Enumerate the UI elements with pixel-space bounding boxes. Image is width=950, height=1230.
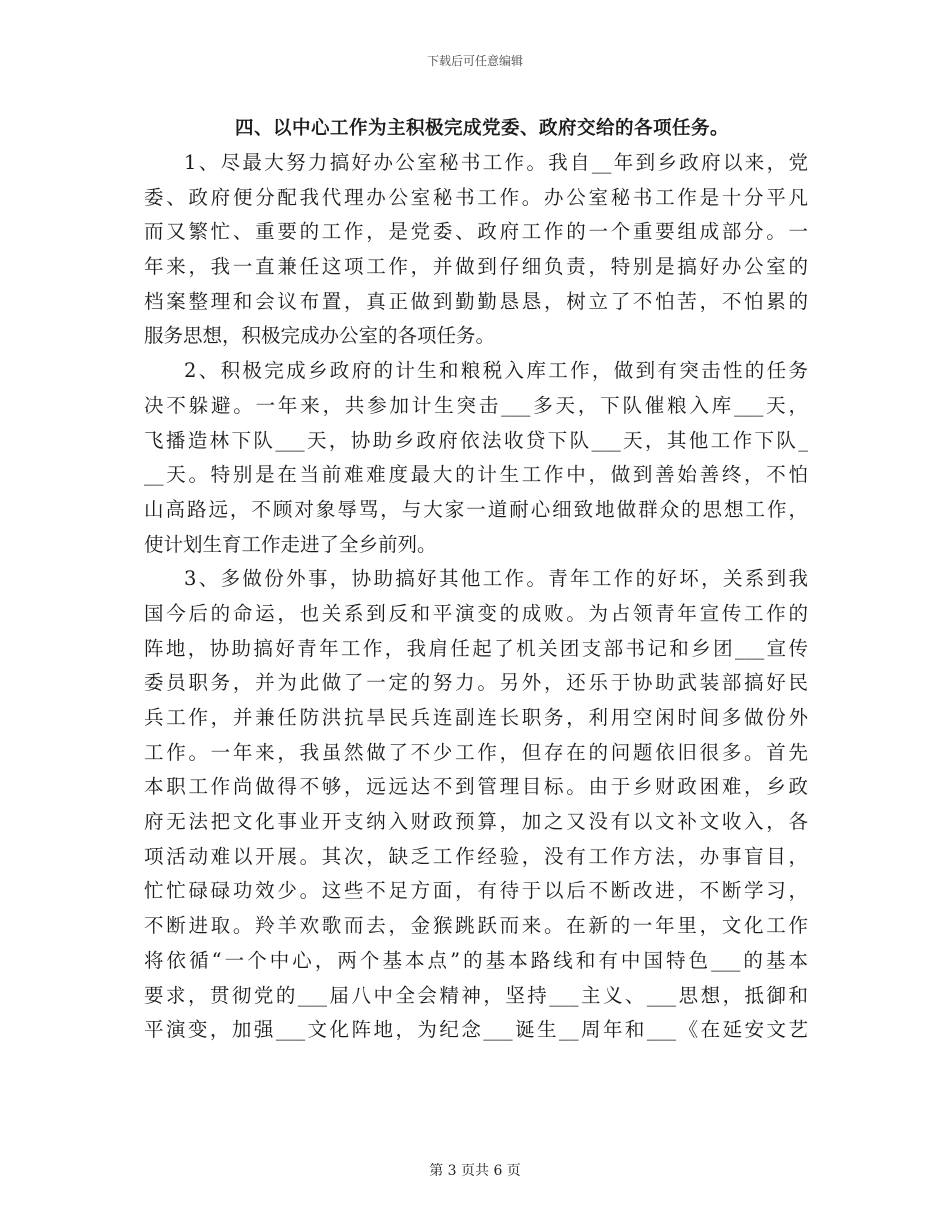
text-line: 档案整理和会议布置，真正做到勤勤恳恳，树立了不怕苦，不怕累的 — [144, 289, 808, 313]
text-line: 府无法把文化事业开支纳入财政预算，加之又没有以文补文收入，各 — [144, 810, 808, 834]
text-line: 要求，贯彻党的___届八中全会精神，坚持___主义、___思想，抵御和 — [144, 983, 808, 1007]
text-line: 忙忙碌碌功效少。这些不足方面，有待于以后不断改进，不断学习， — [144, 879, 808, 903]
text-line: 委员职务，并为此做了一定的努力。另外，还乐于协助武装部搞好民 — [144, 671, 808, 695]
text-line: __天。特别是在当前难难度最大的计生工作中，做到善始善终，不怕 — [144, 463, 808, 487]
text-line: 服务思想，积极完成办公室的各项任务。 — [144, 324, 496, 348]
text-line: 兵工作，并兼任防洪抗旱民兵连副连长职务，利用空闲时间多做份外 — [144, 706, 808, 729]
page-number: 第 3 页共 6 页 — [429, 1163, 521, 1179]
paragraph-2 — [144, 354, 808, 562]
section-heading: 四、以中心工作为主积极完成党委、政府交给的各项任务。 — [234, 118, 729, 139]
text-line: 1、尽最大努力搞好办公室秘书工作。我自__年到乡政府以来，党 — [184, 151, 808, 174]
text-line: 平演变，加强___文化阵地，为纪念___诞生__周年和___《在延安文艺 — [144, 1018, 808, 1042]
document-body — [144, 112, 808, 1048]
text-line: 2、积极完成乡政府的计生和粮税入库工作，做到有突击性的任务 — [184, 359, 808, 383]
text-line: 国今后的命运，也关系到反和平演变的成败。为占领青年宣传工作的 — [144, 601, 808, 625]
text-line: 山高路远，不顾对象辱骂，与大家一道耐心细致地做群众的思想工作， — [144, 497, 808, 521]
text-line: 委、政府便分配我代理办公室秘书工作。办公室秘书工作是十分平凡 — [144, 185, 808, 209]
text-line: 将依循“一个中心，两个基本点”的基本路线和有中国特色___的基本 — [144, 948, 808, 972]
text-line: 不断进取。羚羊欢歌而去，金猴跳跃而来。在新的一年里，文化工作 — [144, 914, 808, 938]
text-line: 工作。一年来，我虽然做了不少工作，但存在的问题依旧很多。首先 — [144, 740, 808, 764]
text-line: 飞播造林下队___天，协助乡政府依法收贷下队___天，其他工作下队_ — [144, 428, 808, 452]
page-header-note: 下载后可任意编辑 — [426, 54, 523, 68]
text-line: 本职工作尚做得不够，远远达不到管理目标。由于乡财政困难，乡政 — [144, 775, 808, 799]
text-line: 使计划生育工作走进了全乡前列。 — [144, 532, 437, 556]
text-line: 3、多做份外事，协助搞好其他工作。青年工作的好坏，关系到我 — [184, 567, 808, 591]
text-line: 决不躲避。一年来，共参加计生突击___多天，下队催粮入库___天， — [144, 393, 808, 417]
text-line: 项活动难以开展。其次，缺乏工作经验，没有工作方法，办事盲目， — [144, 844, 808, 868]
text-line: 年来，我一直兼任这项工作，并做到仔细负责，特别是搞好办公室的 — [144, 255, 808, 279]
paragraph-1 — [144, 146, 808, 354]
text-line: 而又繁忙、重要的工作，是党委、政府工作的一个重要组成部分。一 — [144, 220, 808, 244]
text-line: 阵地，协助搞好青年工作，我肩任起了机关团支部书记和乡团___宣传 — [144, 636, 808, 660]
paragraph-3 — [144, 562, 808, 1048]
